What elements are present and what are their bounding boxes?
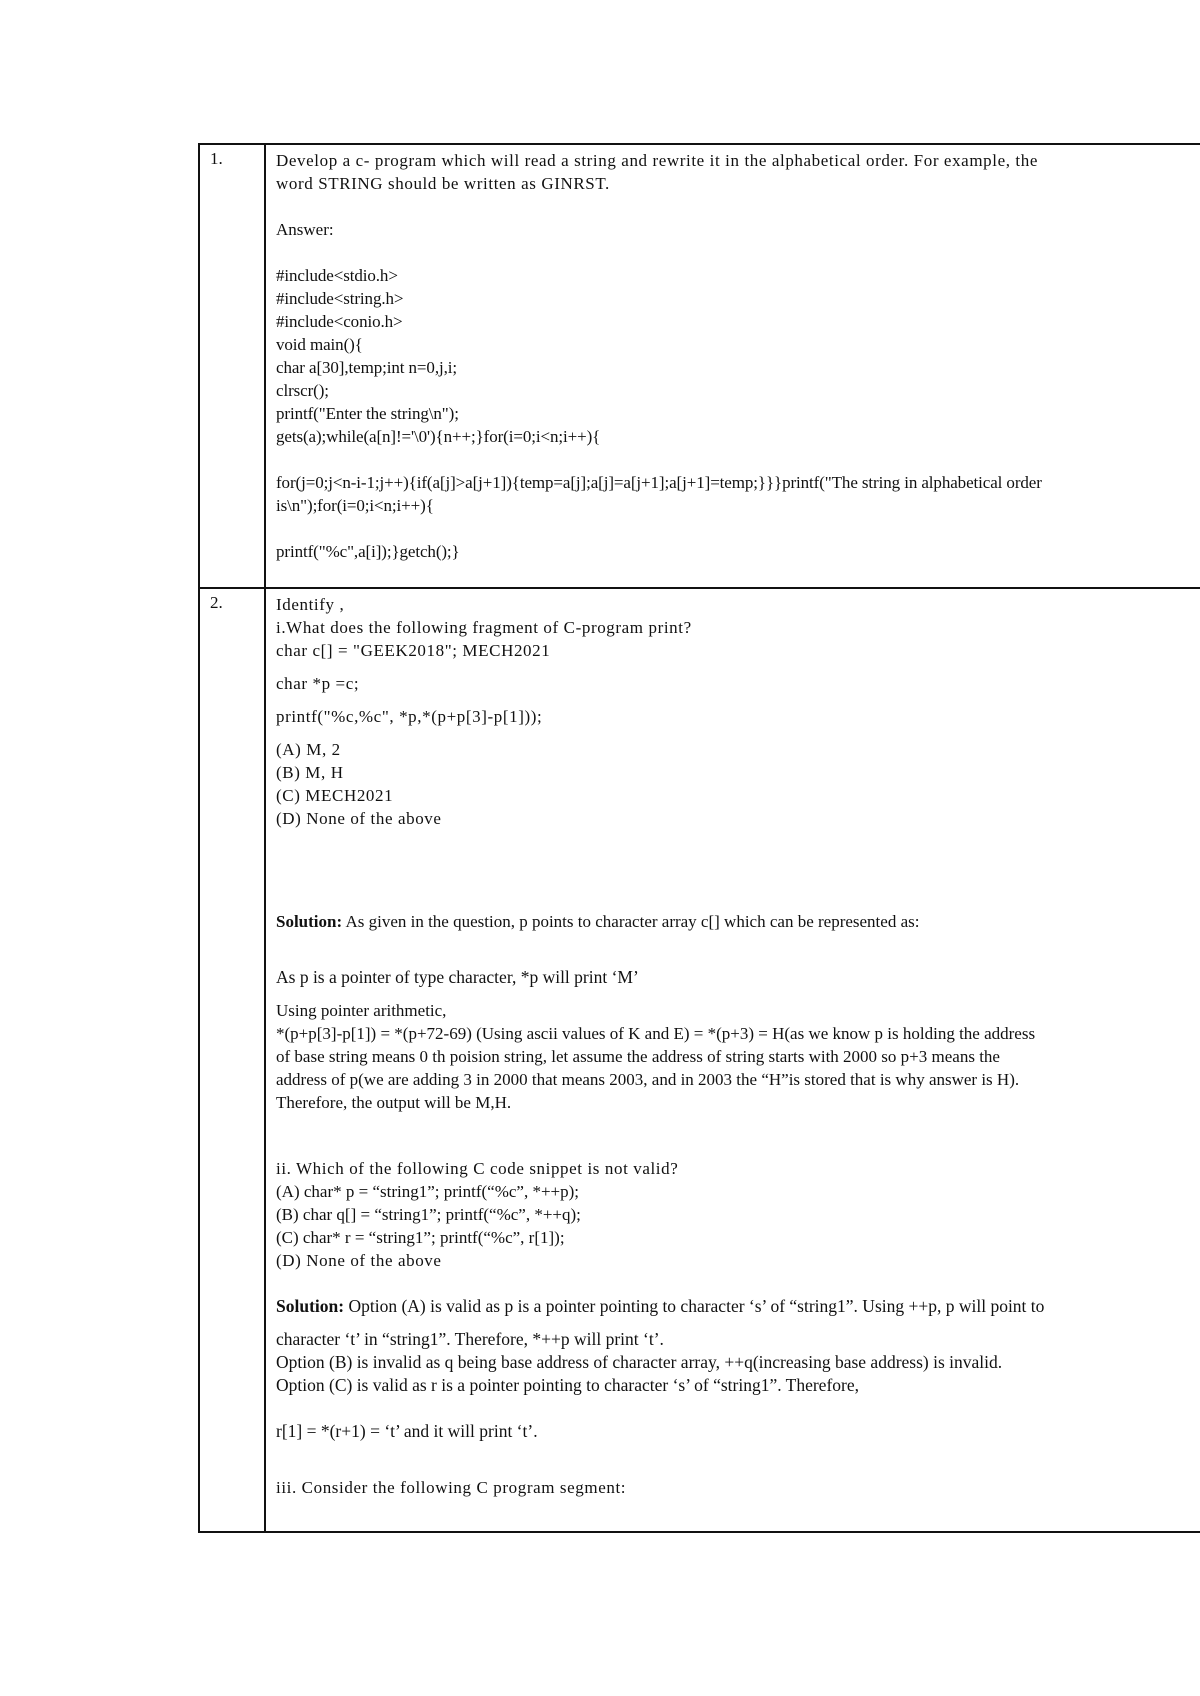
answer-option: (A) M, 2 [276,740,341,759]
explanation-line: of base string means 0 th poision string, let assume the address of string starts with 2000 so p+3 means the [276,1047,1000,1066]
code-line: is\n");for(i=0;i<n;i++){ [276,496,434,515]
solution-line: Option (B) is invalid as q being base address of character array, ++q(increasing base address) is invalid. [276,1352,1003,1372]
answer-option: (C) char* r = “string1”; printf(“%c”, r[1]); [276,1228,565,1247]
code-line: void main(){ [276,335,363,354]
code-line: for(j=0;j<n-i-1;j++){if(a[j]>a[j+1]){temp=a[j];a[j]=a[j+1];a[j+1]=temp;}}}printf("The string in alphabetical order [276,473,1042,492]
answer-option: (B) char q[] = “string1”; printf(“%c”, *++q); [276,1205,581,1224]
solution-line: character ‘t’ in “string1”. Therefore, *++p will print ‘t’. [276,1329,664,1349]
code-line: char *p =c; [276,674,360,693]
question-content [266,145,1200,587]
answer-option: (D) None of the above [276,1251,442,1270]
answer-option: (B) M, H [276,763,344,782]
code-line: gets(a);while(a[n]!='\0'){n++;}for(i=0;i<n;i++){ [276,427,601,446]
code-line: printf("%c",a[i]);}getch();} [276,542,460,561]
question-heading: Identify , [276,595,345,614]
solution-label: Solution: [276,912,343,931]
solution-text: Option (A) is valid as p is a pointer pointing to character ‘s’ of “string1”. Using ++p, p will point to [344,1296,1045,1316]
code-line: #include<conio.h> [276,312,403,331]
explanation-line: Therefore, the output will be M,H. [276,1093,512,1112]
code-line: char a[30],temp;int n=0,j,i; [276,358,457,377]
code-line: clrscr(); [276,381,329,400]
explanation-line: *(p+p[3]-p[1]) = *(p+72-69) (Using ascii values of K and E) = *(p+3) = H(as we know p is holding the address [276,1024,1036,1043]
solution-label: Solution: [276,1296,345,1316]
question-row-1 [200,145,1200,587]
solution-line: Option (C) is valid as r is a pointer pointing to character ‘s’ of “string1”. Therefore, [276,1375,859,1395]
solution-line [276,1295,1200,1328]
code-line: #include<string.h> [276,289,404,308]
solution-line [276,910,1200,933]
sub-question: i.What does the following fragment of C-program print? [276,618,692,637]
explanation-line: address of p(we are adding 3 in 2000 that means 2003, and in 2003 the “H”is stored that is why answer is H). [276,1070,1020,1089]
solution-text: As given in the question, p points to character array c[] which can be represented as: [342,912,920,931]
question-prompt-line: word STRING should be written as GINRST. [276,174,610,193]
sub-question: ii. Which of the following C code snippet is not valid? [276,1159,679,1178]
question-number: 1. [200,145,266,587]
question-row-2 [200,587,1200,1531]
answer-option: (D) None of the above [276,809,442,828]
code-line: char c[] = "GEEK2018"; MECH2021 [276,641,551,660]
explanation-line: Using pointer arithmetic, [276,1001,447,1020]
explanation-line: As p is a pointer of type character, *p will print ‘M’ [276,967,639,987]
question-prompt-line: Develop a c- program which will read a string and rewrite it in the alphabetical order. For example, the [276,151,1038,170]
answer-label: Answer: [276,220,334,239]
answer-option: (A) char* p = “string1”; printf(“%c”, *++p); [276,1182,580,1201]
code-line: printf("Enter the string\n"); [276,404,459,423]
question-content [266,589,1200,1531]
sub-question: iii. Consider the following C program segment: [276,1478,627,1497]
solution-line: r[1] = *(r+1) = ‘t’ and it will print ‘t’. [276,1421,538,1441]
question-table [198,143,1200,1533]
code-line: #include<stdio.h> [276,266,398,285]
answer-option: (C) MECH2021 [276,786,394,805]
code-line: printf("%c,%c", *p,*(p+p[3]-p[1])); [276,707,543,726]
question-number: 2. [200,589,266,1531]
